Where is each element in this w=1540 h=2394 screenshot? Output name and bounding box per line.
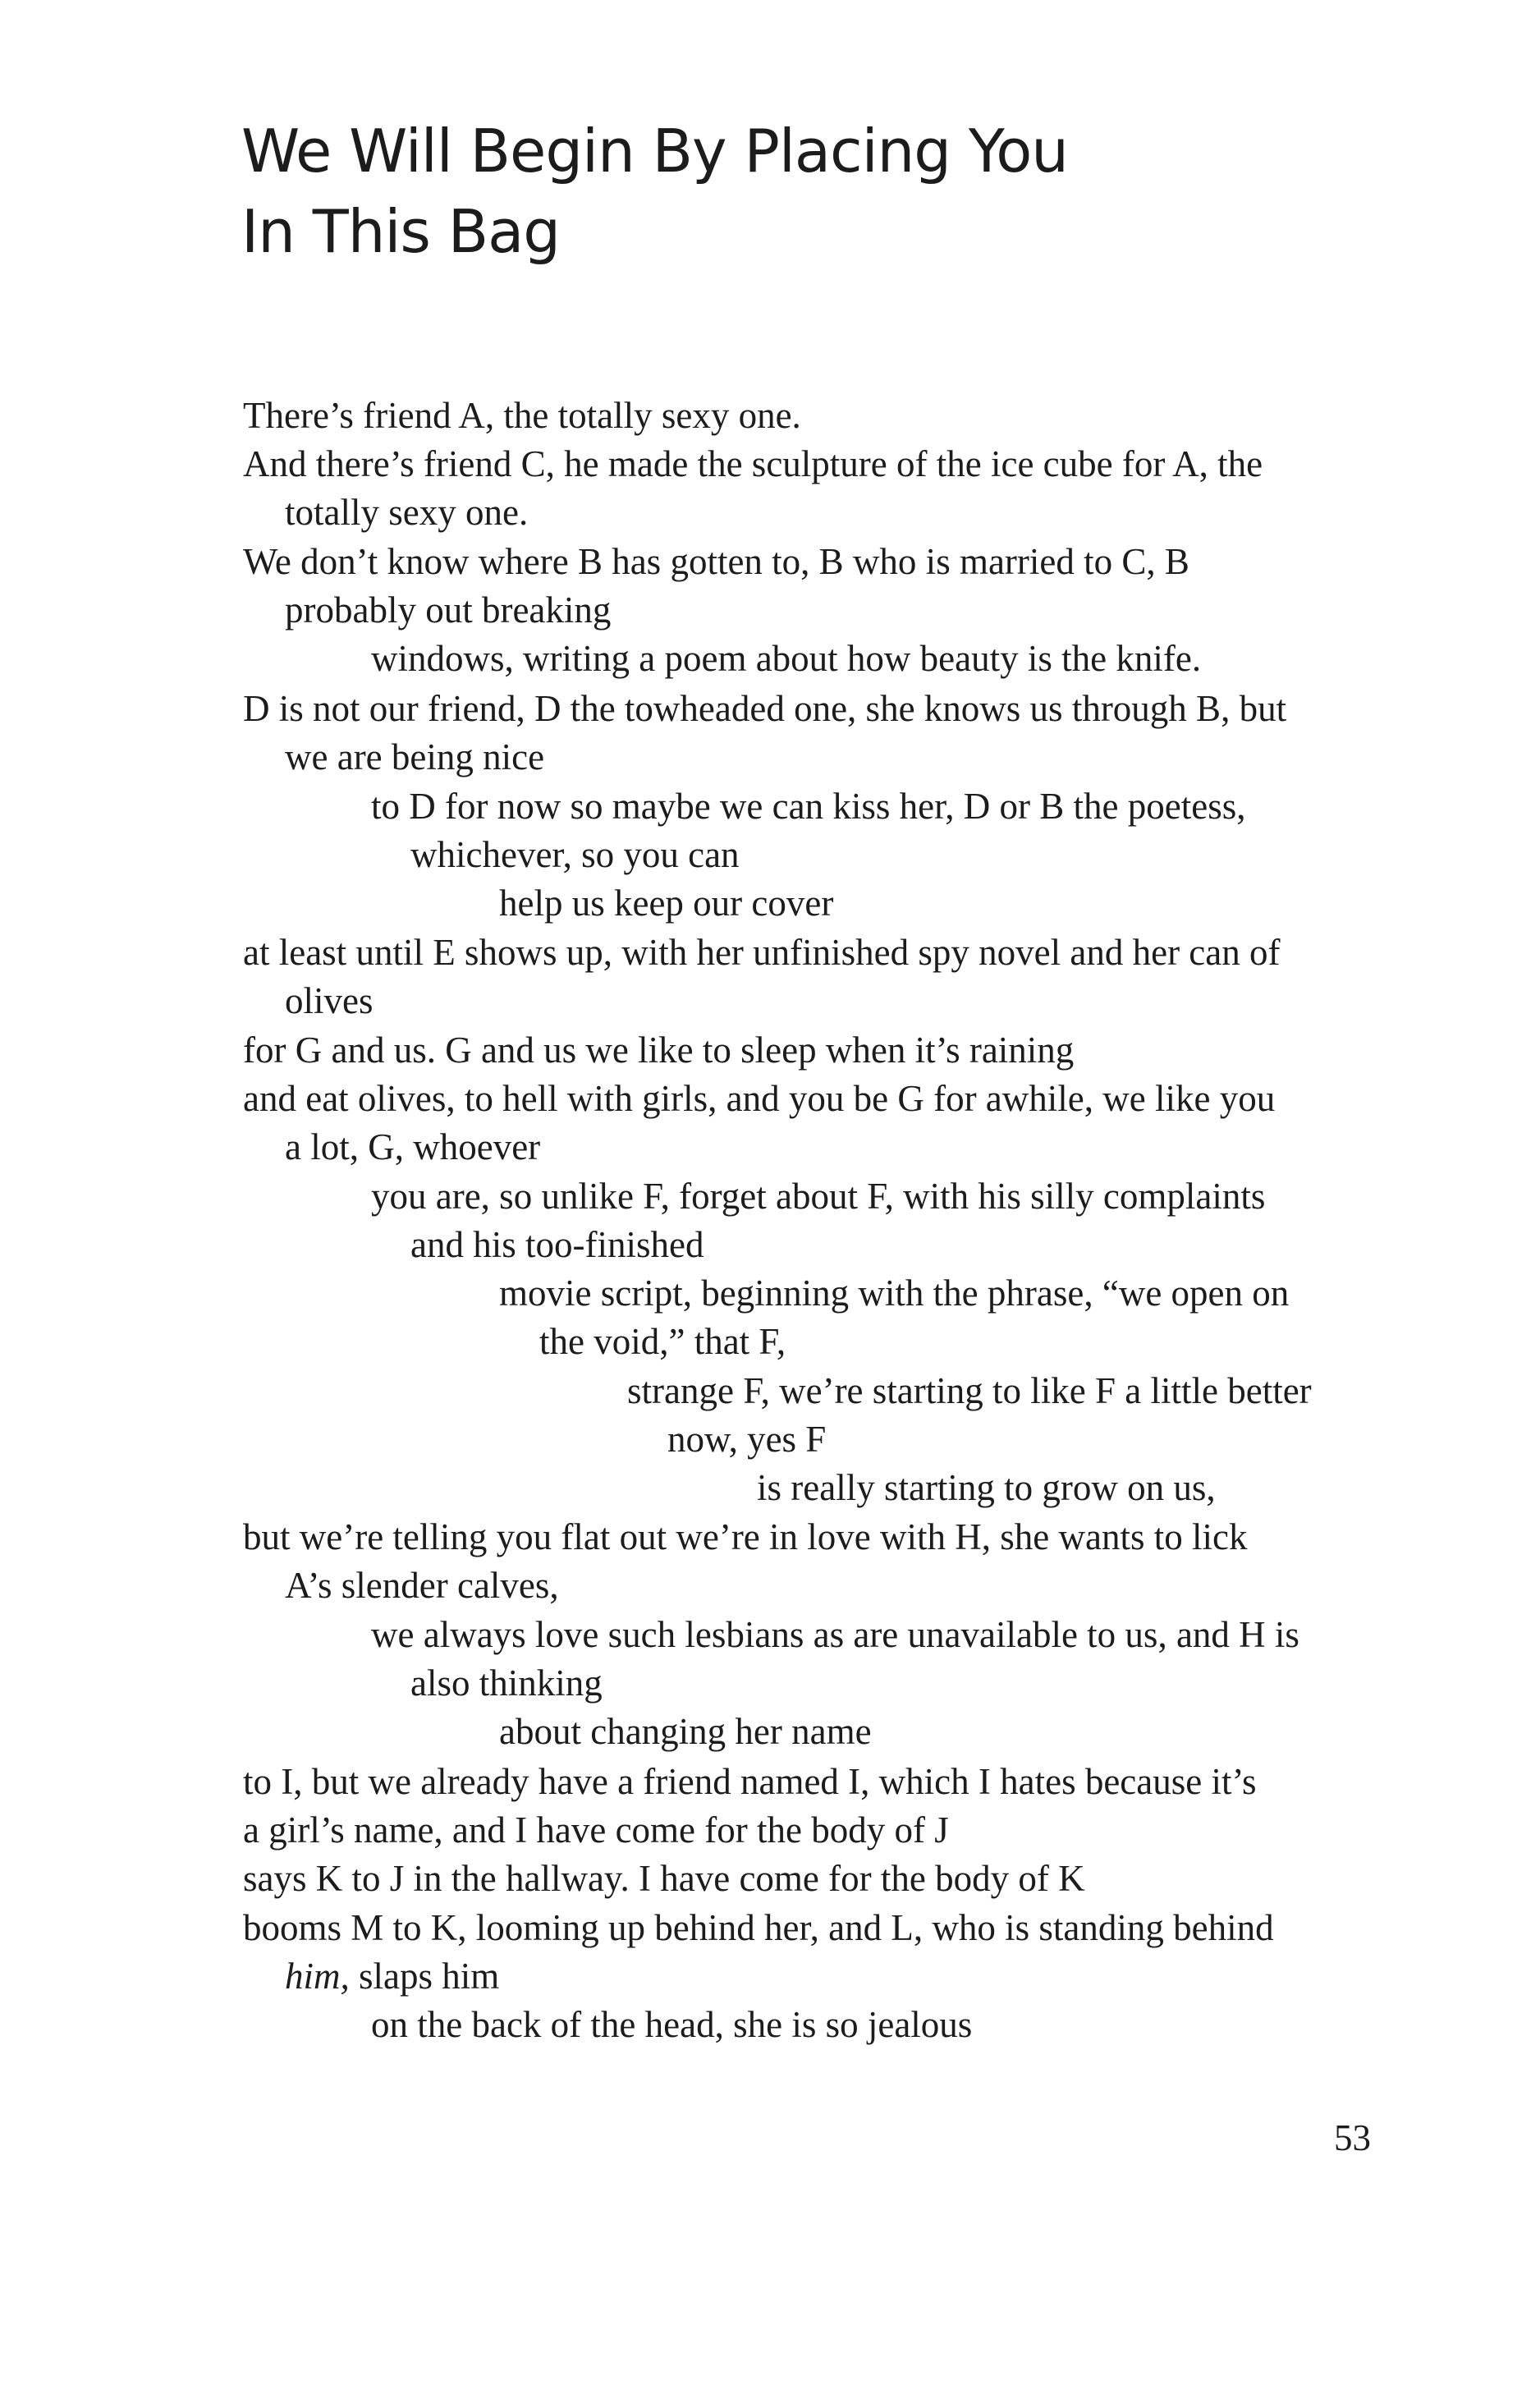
poem-line-italic-word: him, [285,1956,350,1997]
poem-line: says K to J in the hallway. I have come for the body of K [243,1858,1085,1899]
poem-line: totally sexy one. [285,492,529,533]
poem-line: at least until E shows up, with her unfinished spy novel and her can of [243,932,1281,973]
poem-line: you are, so unlike F, forget about F, with his silly complaints [371,1176,1266,1217]
poem-line: now, yes F [667,1419,827,1460]
poem-line: and eat olives, to hell with girls, and you be G for awhile, we like you [243,1078,1276,1119]
poem-line: booms M to K, looming up behind her, and L, who is standing behind [243,1907,1274,1948]
poem-line: strange F, we’re starting to like F a little better [627,1370,1312,1411]
poem-line-continuation: slaps him [359,1956,500,1997]
poem-line: D is not our friend, D the towheaded one, she knows us through B, but [243,688,1287,729]
poem-line: we are being nice [285,736,545,777]
poem-line: to D for now so maybe we can kiss her, D or B the poetess, [371,786,1246,827]
poem-line: about changing her name [499,1711,872,1752]
poem-title-line-1: We Will Begin By Placing You [241,117,1068,186]
poem-line: also thinking [410,1662,603,1704]
poem-line: we always love such lesbians as are unavailable to us, and H is [371,1614,1299,1655]
poem-line: the void,” that F, [539,1321,786,1362]
poem-line: on the back of the head, she is so jealous [371,2004,973,2045]
poem-line: whichever, so you can [410,834,740,875]
poem-line: and his too-finished [410,1224,704,1265]
poem-line: is really starting to grow on us, [757,1467,1216,1508]
poem-line [285,1958,499,1995]
poem-line: olives [285,980,374,1021]
poem-line: windows, writing a poem about how beauty is the knife. [371,638,1202,679]
poem-line: We don’t know where B has gotten to, B who is married to C, B [243,541,1189,582]
poem-line: help us keep our cover [499,883,834,924]
poem-line: for G and us. G and us we like to sleep when it’s raining [243,1030,1075,1071]
poem-line: a girl’s name, and I have come for the body of J [243,1809,949,1851]
poem-line: There’s friend A, the totally sexy one. [243,395,801,436]
poem-line: And there’s friend C, he made the sculpture of the ice cube for A, the [243,443,1263,484]
page-number: 53 [1334,2117,1371,2158]
poem-line: probably out breaking [285,589,612,631]
poem-line: to I, but we already have a friend named I, which I hates because it’s [243,1761,1257,1802]
poem-title-line-2: In This Bag [241,197,560,266]
poem-line: A’s slender calves, [285,1565,559,1606]
poem-line: but we’re telling you flat out we’re in love with H, she wants to lick [243,1516,1248,1557]
poem-line: a lot, G, whoever [285,1126,541,1167]
poem-line: movie script, beginning with the phrase, “we open on [499,1273,1290,1314]
